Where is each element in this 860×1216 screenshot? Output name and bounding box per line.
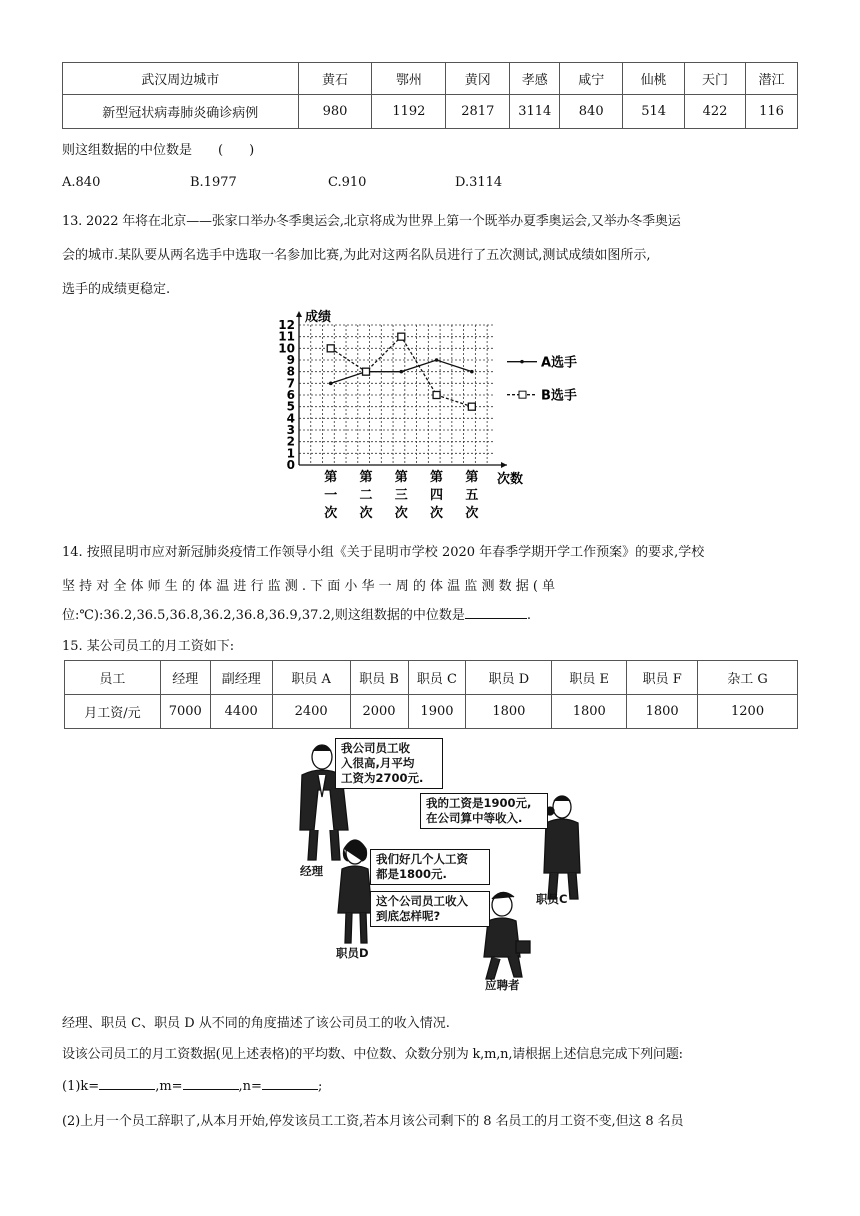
applicant-figure — [484, 892, 530, 979]
q13-line1: 13. 2022 年将在北京——张家口举办冬季奥运会,北京将成为世界上第一个既举办夏季奥运会,又举办冬季奥运 — [62, 214, 681, 229]
x-tick-label: 三 — [394, 488, 408, 503]
score-line-chart — [275, 305, 595, 520]
cell-employee: 职员 A — [272, 661, 350, 695]
y-tick-label: 2 — [286, 434, 295, 449]
x-tick-label: 一 — [324, 488, 338, 503]
cell-cases: 980 — [298, 95, 372, 129]
cell-header-city: 武汉周边城市 — [63, 63, 299, 95]
q12-option-c: C.910 — [328, 175, 367, 190]
y-tick-label: 1 — [286, 446, 295, 461]
q12-stem: 则这组数据的中位数是 ( ) — [62, 143, 255, 158]
y-tick-label: 7 — [286, 376, 295, 391]
legend-label: B选手 — [541, 388, 577, 404]
x-tick-label: 次 — [430, 506, 444, 520]
x-tick-label: 第 — [324, 470, 338, 485]
y-tick-label: 6 — [286, 388, 295, 402]
cell-header-employee: 员工 — [65, 661, 161, 695]
x-tick-label: 第 — [465, 470, 479, 485]
cell-cases: 422 — [685, 95, 746, 129]
cell-employee: 职员 E — [552, 661, 627, 695]
data-point-b — [468, 403, 475, 410]
data-point-b — [363, 368, 370, 375]
staff-d-speech-bubble: 我们好几个人工资 都是1800元. — [370, 849, 490, 885]
cell-header-salary: 月工资/元 — [65, 695, 161, 729]
answer-blank-k[interactable] — [99, 1077, 155, 1090]
q13-line2: 会的城市.某队要从两名选手中选取一名参加比赛,为此对这两名队员进行了五次测试,测试成绩如图所示, — [62, 248, 651, 263]
q12-option-d: D.3114 — [455, 175, 503, 190]
q15-desc: 经理、职员 C、职员 D 从不同的角度描述了该公司员工的收入情况. — [62, 1016, 450, 1031]
y-tick-label: 12 — [278, 318, 295, 332]
x-tick-label: 次 — [359, 506, 373, 520]
y-tick-label: 10 — [278, 341, 295, 356]
manager-label: 经理 — [300, 864, 323, 878]
cell-salary: 1800 — [466, 695, 552, 729]
cell-cases: 840 — [560, 95, 623, 129]
cell-city: 咸宁 — [560, 63, 623, 95]
x-tick-label: 第 — [394, 470, 408, 485]
cell-city: 鄂州 — [372, 63, 446, 95]
x-tick-label: 五 — [465, 488, 479, 503]
cell-salary: 2000 — [350, 695, 408, 729]
cell-cases: 514 — [623, 95, 685, 129]
cell-cases: 116 — [746, 95, 798, 129]
q15-intro: 15. 某公司员工的月工资如下: — [62, 639, 235, 654]
y-axis-label: 成绩 — [305, 310, 332, 325]
staff-d-figure — [338, 840, 372, 943]
x-tick-label: 次 — [324, 506, 338, 520]
y-tick-label: 5 — [286, 399, 295, 414]
cell-salary: 1800 — [552, 695, 627, 729]
x-axis-arrow — [501, 462, 507, 468]
y-tick-label: 4 — [286, 411, 295, 426]
y-tick-label: 8 — [286, 364, 295, 379]
data-point-a — [329, 382, 333, 386]
staff-c-label: 职员C — [536, 892, 568, 906]
cell-employee: 职员 C — [408, 661, 466, 695]
data-point-a — [470, 370, 474, 374]
cell-salary: 1200 — [698, 695, 798, 729]
answer-blank-n[interactable] — [262, 1077, 318, 1090]
y-tick-label: 9 — [286, 353, 295, 367]
cell-salary: 7000 — [160, 695, 210, 729]
cell-employee: 经理 — [160, 661, 210, 695]
q15-setup: 设该公司员工的月工资数据(见上述表格)的平均数、中位数、众数分别为 k,m,n,请根据上述信息完成下列问题: — [62, 1047, 683, 1062]
q13-line3: 选手的成绩更稳定. — [62, 282, 171, 297]
data-point-b — [398, 333, 405, 340]
cell-header-cases: 新型冠状病毒肺炎确诊病例 — [63, 95, 299, 129]
cell-cases: 1192 — [372, 95, 446, 129]
staff-d-label: 职员D — [336, 946, 369, 960]
cell-salary: 1800 — [627, 695, 698, 729]
cell-employee: 职员 B — [350, 661, 408, 695]
data-point-a — [435, 358, 439, 362]
y-tick-label: 0 — [286, 458, 295, 472]
data-point-b — [433, 392, 440, 399]
cell-salary: 2400 — [272, 695, 350, 729]
q15-part2: (2)上月一个员工辞职了,从本月开始,停发该员工工资,若本月该公司剩下的 8 名员工的月工资不变,但这 8 名员 — [62, 1114, 684, 1129]
cell-cases: 3114 — [510, 95, 560, 129]
cell-city: 潜江 — [746, 63, 798, 95]
x-tick-label: 次 — [465, 506, 479, 520]
y-axis-arrow — [296, 311, 302, 317]
legend-marker — [519, 391, 526, 398]
x-axis-label: 次数 — [497, 472, 524, 487]
q14-line3: 位:℃):36.2,36.5,36.8,36.2,36.8,36.9,37.2,则这组数据的中位数是 . — [62, 608, 532, 623]
answer-blank[interactable] — [465, 606, 527, 619]
q12-option-a: A.840 — [62, 175, 101, 190]
salary-table — [64, 660, 798, 729]
data-point-b — [327, 345, 334, 352]
cell-city: 仙桃 — [623, 63, 685, 95]
q14-line2: 坚 持 对 全 体 师 生 的 体 温 进 行 监 测 . 下 面 小 华 一 周 的 体 温 监 测 数 据 ( 单 — [62, 579, 556, 594]
cell-salary: 1900 — [408, 695, 466, 729]
y-tick-label: 3 — [286, 423, 295, 437]
cell-city: 黄冈 — [446, 63, 510, 95]
applicant-speech-bubble: 这个公司员工收入 到底怎样呢? — [370, 891, 490, 927]
y-tick-label: 11 — [278, 329, 295, 344]
x-tick-label: 第 — [359, 470, 373, 485]
x-tick-label: 第 — [430, 470, 444, 485]
manager-speech-bubble: 我公司员工收 入很高,月平均 工资为2700元. — [335, 738, 443, 789]
cell-salary: 4400 — [210, 695, 272, 729]
cases-table — [62, 62, 798, 129]
q14-line1: 14. 按照昆明市应对新冠肺炎疫情工作领导小组《关于昆明市学校 2020 年春季学期开学工作预案》的要求,学校 — [62, 545, 705, 560]
staff-c-figure — [544, 796, 580, 899]
cell-city: 黄石 — [298, 63, 372, 95]
q15-part1: (1)k= ,m= ,n= ; — [62, 1079, 323, 1094]
cell-cases: 2817 — [446, 95, 510, 129]
data-point-a — [399, 370, 403, 374]
applicant-label: 应聘者 — [485, 978, 520, 992]
cell-employee: 职员 F — [627, 661, 698, 695]
legend-marker — [520, 360, 524, 364]
cell-employee: 职员 D — [466, 661, 552, 695]
x-tick-label: 四 — [430, 488, 444, 503]
cartoon-illustration — [280, 735, 590, 995]
x-tick-label: 二 — [359, 488, 373, 503]
cell-city: 天门 — [685, 63, 746, 95]
cell-employee: 副经理 — [210, 661, 272, 695]
x-tick-label: 次 — [394, 506, 408, 520]
legend-label: A选手 — [541, 355, 578, 371]
staff-c-speech-bubble: 我的工资是1900元, 在公司算中等收入. — [420, 793, 548, 829]
cell-city: 孝感 — [510, 63, 560, 95]
q12-option-b: B.1977 — [190, 175, 237, 190]
answer-blank-m[interactable] — [183, 1077, 239, 1090]
cell-employee: 杂工 G — [698, 661, 798, 695]
